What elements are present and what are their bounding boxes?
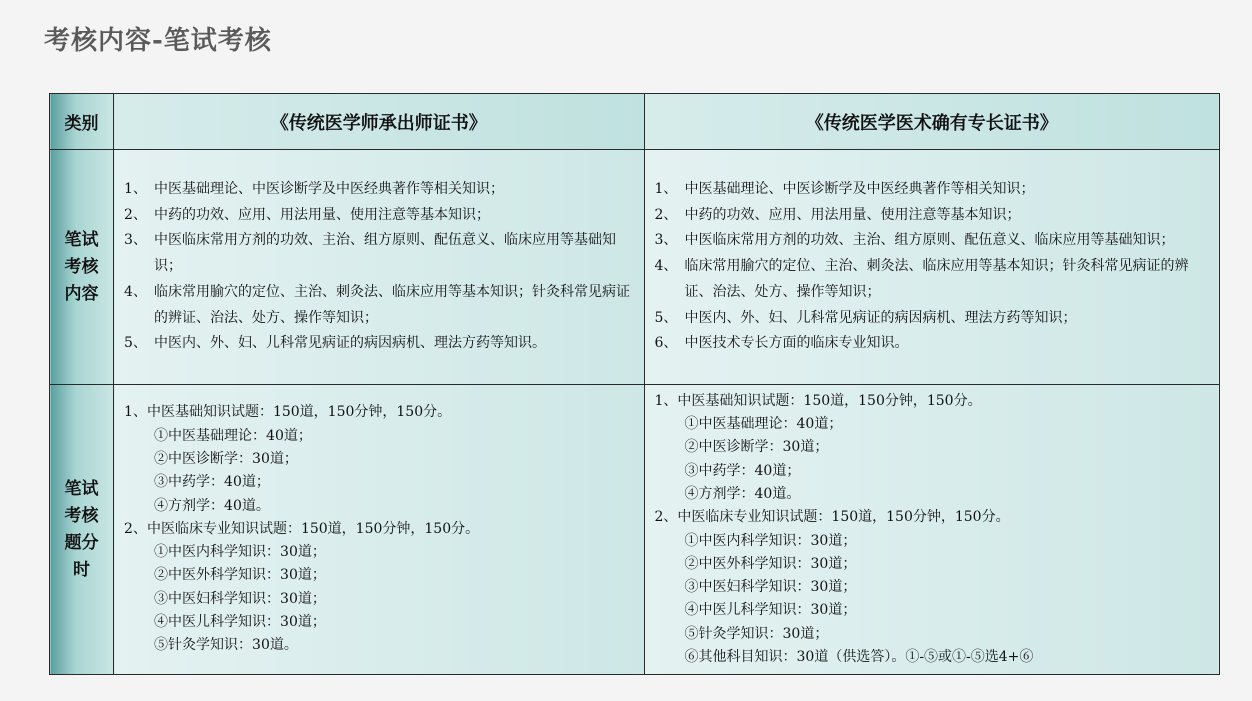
list-item-text: 中医基础理论、中医诊断学及中医经典著作等相关知识； <box>154 181 505 198</box>
content-category-label: 笔试考核内容 <box>64 229 99 304</box>
score-line: 2、中医临床专业知识试题：150道，150分钟，150分。 <box>124 520 480 537</box>
list-item <box>655 306 1214 332</box>
score-line: ④方剂学：40道。 <box>154 497 270 514</box>
score-line: 2、中医临床专业知识试题：150道，150分钟，150分。 <box>654 509 1010 526</box>
list-item-text: 临床常用腧穴的定位、主治、刺灸法、临床应用等基本知识；针灸科常见病证的辨证、治法、处方、操作等知识； <box>154 283 631 326</box>
page-title: 考核内容-笔试考核 <box>44 26 272 56</box>
list-item <box>655 331 1214 357</box>
list-item-number: 5、 <box>124 335 147 352</box>
list-item <box>655 177 1214 203</box>
list-item-number: 1、 <box>124 181 147 198</box>
content-cert-a <box>114 150 644 385</box>
header-cert-b-label: 《传统医学医术确有专长证书》 <box>805 112 1058 134</box>
list-item-text: 中药的功效、应用、用法用量、使用注意等基本知识； <box>154 206 491 223</box>
header-cert-a-label: 《传统医学师承出师证书》 <box>270 112 487 134</box>
list-item <box>124 177 637 203</box>
score-line: ③中医妇科学知识：30道； <box>684 579 857 596</box>
list-item-number: 3、 <box>654 232 678 249</box>
header-cert-a <box>114 94 644 150</box>
table-header-row <box>50 94 1220 150</box>
header-category-label: 类别 <box>64 114 99 134</box>
list-item <box>655 203 1214 229</box>
score-line: ①中医基础理论：40道； <box>684 416 843 433</box>
score-line: ②中医外科学知识：30道； <box>684 555 857 572</box>
list-item-number: 5、 <box>654 309 678 326</box>
list-item-text: 中医临床常用方剂的功效、主治、组方原则、配伍意义、临床应用等基础知识； <box>684 232 1175 249</box>
score-line: ④中医儿科学知识：30道； <box>154 614 326 631</box>
score-row <box>50 385 1220 675</box>
list-item-text: 临床常用腧穴的定位、主治、刺灸法、临床应用等基本知识；针灸科常见病证的辨证、治法、处方、操作等知识； <box>684 258 1189 300</box>
list-item-text: 中医内、外、妇、儿科常见病证的病因病机、理法方药等知识； <box>684 309 1077 326</box>
score-line: ①中医内科学知识：30道； <box>154 544 326 561</box>
score-cert-b <box>644 385 1220 675</box>
score-line: 1、中医基础知识试题：150道，150分钟，150分。 <box>654 392 982 409</box>
content-row <box>50 150 1220 385</box>
score-line: ④中医儿科学知识：30道； <box>684 602 857 619</box>
list-item <box>655 228 1214 254</box>
list-item-text: 中医内、外、妇、儿科常见病证的病因病机、理法方药等知识。 <box>154 335 547 352</box>
list-item-text: 中医基础理论、中医诊断学及中医经典著作等相关知识； <box>684 181 1035 198</box>
score-line: 1、中医基础知识试题：150道，150分钟，150分。 <box>124 404 452 421</box>
list-item <box>124 228 637 279</box>
content-category <box>50 150 114 385</box>
score-line: ⑥其他科目知识：30道（供选答）。①-⑤或①-⑤选4+⑥ <box>684 648 1034 665</box>
list-item-text: 中医技术专长方面的临床专业知识。 <box>684 335 909 352</box>
score-line: ③中医妇科学知识：30道； <box>154 590 326 607</box>
exam-table <box>49 93 1220 675</box>
score-line: ①中医基础理论：40道； <box>154 427 312 444</box>
list-item <box>124 280 637 331</box>
list-item-number: 1、 <box>654 181 678 198</box>
score-line: ②中医诊断学：30道； <box>684 439 829 456</box>
list-item-number: 4、 <box>124 283 147 300</box>
score-line: ⑤针灸学知识：30道。 <box>154 637 298 654</box>
score-line: ④方剂学：40道。 <box>684 485 801 502</box>
score-category <box>50 385 114 675</box>
content-cert-a-list <box>114 177 643 357</box>
score-line: ⑤针灸学知识：30道； <box>684 625 829 642</box>
score-line: ②中医诊断学：30道； <box>154 450 298 467</box>
score-category-label: 笔试考核题分时 <box>64 478 99 580</box>
list-item <box>655 254 1214 305</box>
list-item <box>124 331 637 357</box>
score-line: ①中医内科学知识：30道； <box>684 532 857 549</box>
list-item-number: 2、 <box>124 206 147 223</box>
content-cert-b-list <box>645 177 1220 357</box>
content-cert-b <box>644 150 1220 385</box>
list-item-number: 6、 <box>654 335 678 352</box>
score-cert-a <box>114 385 644 675</box>
list-item <box>124 203 637 229</box>
list-item-text: 中药的功效、应用、用法用量、使用注意等基本知识； <box>684 206 1021 223</box>
list-item-text: 中医临床常用方剂的功效、主治、组方原则、配伍意义、临床应用等基础知识； <box>154 232 617 275</box>
score-line: ②中医外科学知识：30道； <box>154 567 326 584</box>
header-cert-b <box>644 94 1220 150</box>
score-line: ③中药学：40道； <box>684 462 801 479</box>
list-item-number: 2、 <box>654 206 678 223</box>
score-line: ③中药学：40道； <box>154 474 270 491</box>
score-cert-a-list <box>114 401 643 657</box>
list-item-number: 4、 <box>654 258 678 275</box>
score-cert-b-list <box>645 390 1220 670</box>
header-category <box>50 94 114 150</box>
list-item-number: 3、 <box>124 232 147 249</box>
